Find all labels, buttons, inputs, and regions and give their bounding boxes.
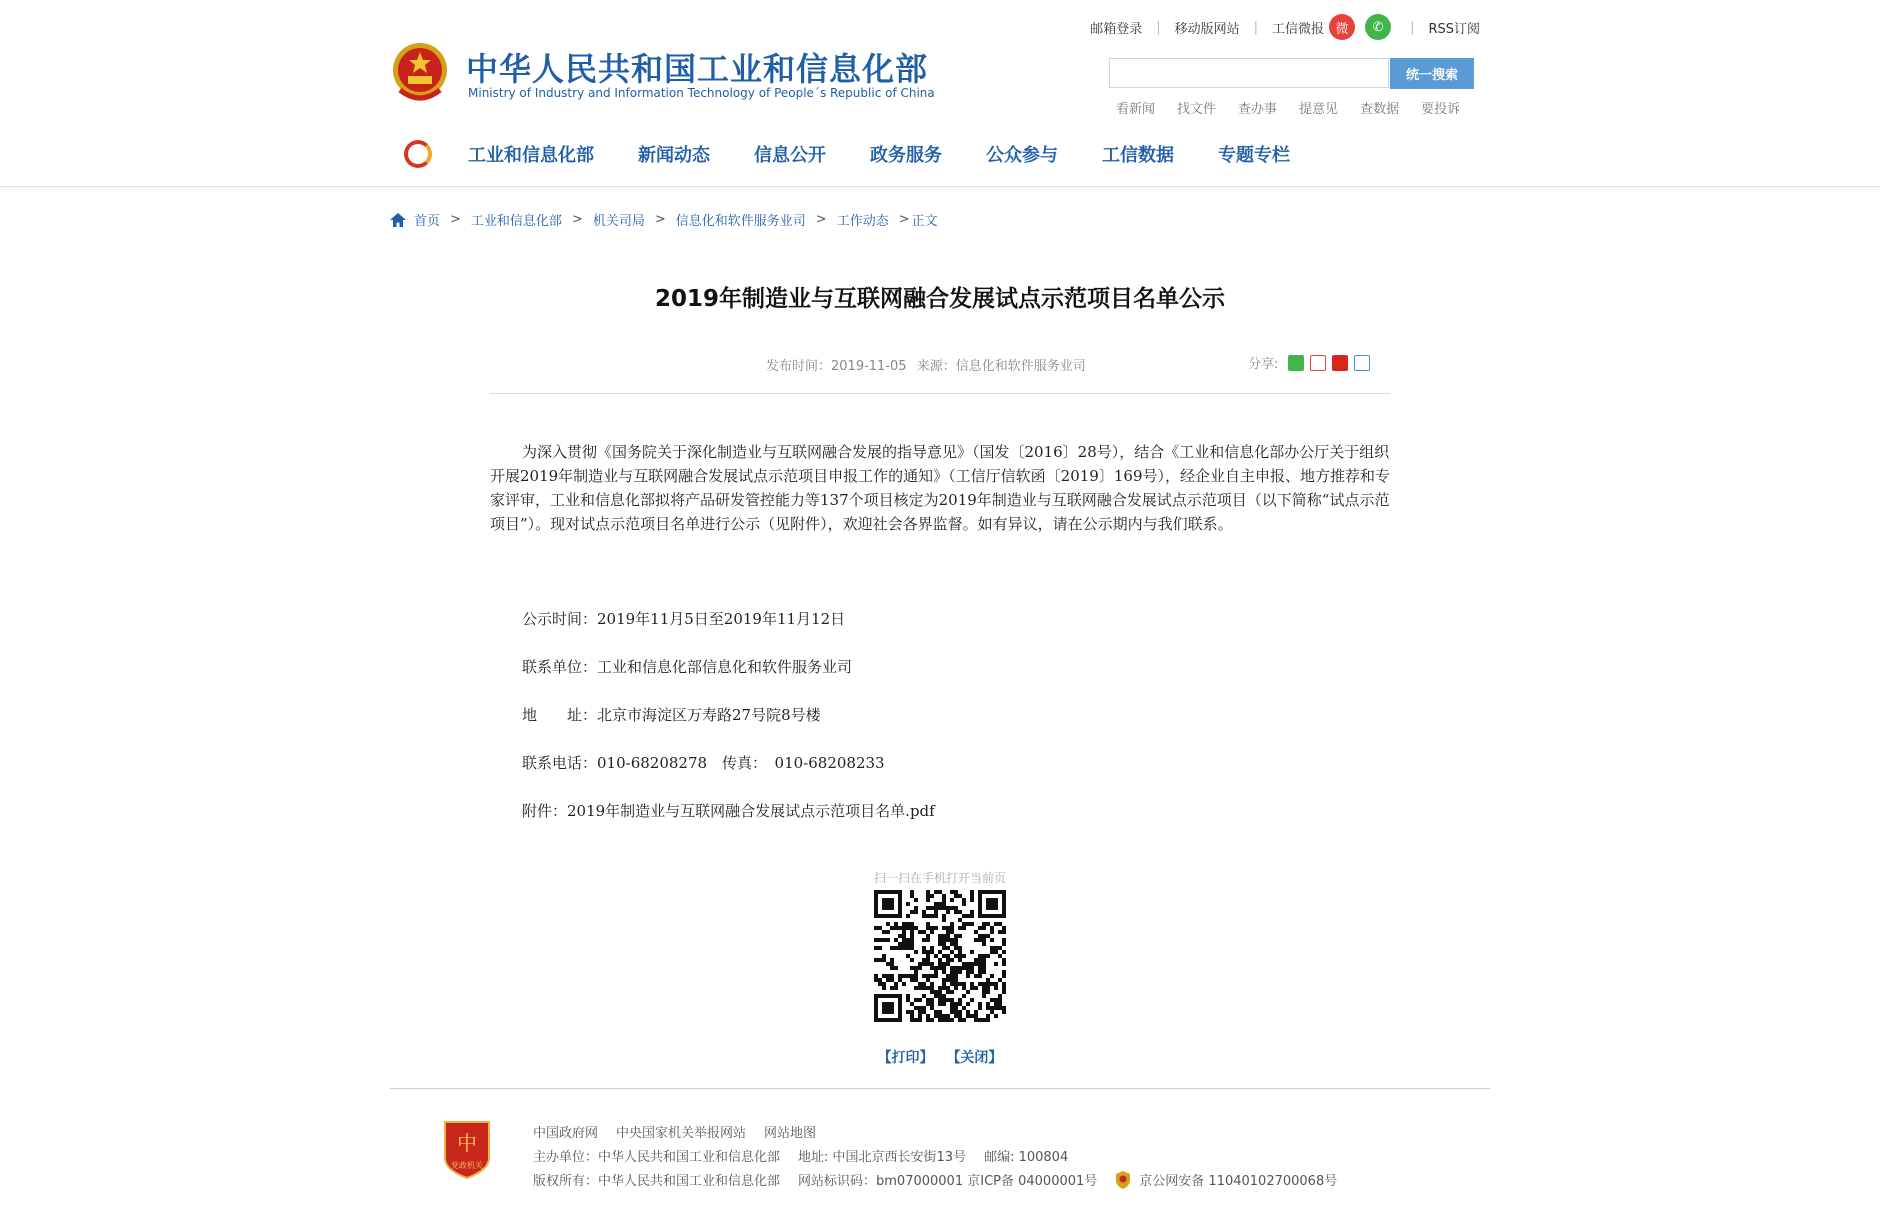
svg-text:中: 中 bbox=[457, 1131, 477, 1155]
police-badge-icon bbox=[1115, 1171, 1131, 1189]
publish-date: 2019-11-05 bbox=[831, 359, 907, 374]
breadcrumb-separator: > bbox=[815, 212, 827, 227]
divider: | bbox=[1156, 19, 1161, 35]
quick-link-data[interactable]: 查数据 bbox=[1360, 102, 1400, 117]
footer-police-record[interactable]: 京公网安备 11040102700068号 bbox=[1139, 1174, 1338, 1189]
footer-copyright: 版权所有：中华人民共和国工业和信息化部 bbox=[533, 1174, 781, 1189]
miit-logo-icon[interactable] bbox=[404, 140, 432, 168]
national-emblem-icon[interactable] bbox=[390, 40, 450, 104]
site-title-cn[interactable]: 中华人民共和国工业和信息化部 bbox=[466, 50, 929, 88]
divider: | bbox=[1410, 19, 1415, 35]
quick-link-news[interactable]: 看新闻 bbox=[1116, 102, 1156, 117]
mobile-site-link[interactable]: 移动版网站 bbox=[1174, 21, 1240, 37]
quick-link-complaint[interactable]: 要投诉 bbox=[1421, 102, 1461, 117]
quick-link-services[interactable]: 查办事 bbox=[1238, 102, 1278, 117]
contact-unit-line: 联系单位：工业和信息化部信息化和软件服务业司 bbox=[522, 658, 853, 676]
share-bar bbox=[1248, 353, 1370, 372]
renren-share-icon[interactable] bbox=[1332, 355, 1348, 371]
breadcrumb-current: 正文 bbox=[911, 214, 938, 229]
breadcrumb-separator: > bbox=[654, 212, 666, 227]
print-button[interactable]: 【打印】 bbox=[877, 1050, 934, 1066]
main-nav bbox=[404, 140, 1334, 168]
footer-link-report[interactable]: 中央国家机关举报网站 bbox=[616, 1126, 747, 1141]
footer-divider bbox=[390, 1088, 1490, 1089]
breadcrumb-department[interactable]: 信息化和软件服务业司 bbox=[675, 214, 806, 229]
wechat-icon[interactable]: ✆ bbox=[1365, 14, 1391, 40]
breadcrumb bbox=[390, 210, 938, 229]
weibo-share-icon[interactable] bbox=[1310, 355, 1326, 371]
source-value: 信息化和软件服务业司 bbox=[955, 359, 1086, 374]
breadcrumb-home[interactable]: 首页 bbox=[414, 214, 441, 229]
breadcrumb-separator: > bbox=[898, 212, 910, 227]
attachment-link[interactable]: 附件：2019年制造业与互联网融合发展试点示范项目名单.pdf bbox=[522, 802, 935, 820]
rss-link[interactable]: RSS订阅 bbox=[1428, 21, 1480, 37]
footer-links bbox=[533, 1122, 816, 1141]
qq-share-icon[interactable] bbox=[1354, 355, 1370, 371]
nav-item-disclosure[interactable]: 信息公开 bbox=[754, 145, 826, 166]
quick-link-feedback[interactable]: 提意见 bbox=[1299, 102, 1339, 117]
svg-text:党政机关: 党政机关 bbox=[451, 1161, 483, 1170]
notice-period-line: 公示时间：2019年11月5日至2019年11月12日 bbox=[522, 610, 846, 628]
footer-link-gov[interactable]: 中国政府网 bbox=[533, 1126, 599, 1141]
nav-item-ministry[interactable]: 工业和信息化部 bbox=[468, 145, 594, 166]
footer-site-id: 网站标识码：bm07000001 京ICP备 04000001号 bbox=[798, 1174, 1098, 1189]
wechat-share-icon[interactable] bbox=[1288, 355, 1304, 371]
article-title: 2019年制造业与互联网融合发展试点示范项目名单公示 bbox=[654, 286, 1225, 312]
search-input[interactable] bbox=[1109, 58, 1389, 88]
unified-search-button[interactable]: 统一搜索 bbox=[1390, 58, 1474, 89]
share-label: 分享: bbox=[1248, 357, 1279, 372]
weibao-link[interactable]: 工信微报 bbox=[1272, 21, 1325, 37]
breadcrumb-separator: > bbox=[450, 212, 461, 227]
nav-item-news[interactable]: 新闻动态 bbox=[638, 145, 710, 166]
qr-caption: 扫一扫在手机打开当前页 bbox=[873, 871, 1006, 885]
breadcrumb-departments[interactable]: 机关司局 bbox=[592, 214, 645, 229]
nav-item-topics[interactable]: 专题专栏 bbox=[1218, 145, 1290, 166]
breadcrumb-ministry[interactable]: 工业和信息化部 bbox=[470, 214, 562, 229]
quick-links bbox=[1116, 98, 1460, 117]
phone-line: 联系电话：010-68208278 传真： 010-68208233 bbox=[522, 754, 885, 772]
quick-link-files[interactable]: 找文件 bbox=[1177, 102, 1217, 117]
article-meta bbox=[766, 355, 1086, 374]
footer-postcode: 邮编: 100804 bbox=[984, 1150, 1069, 1165]
article-actions bbox=[0, 1047, 1880, 1067]
footer-copyright-info bbox=[533, 1170, 1337, 1189]
article-paragraph: 为深入贯彻《国务院关于深化制造业与互联网融合发展的指导意见》（国发〔2016〕28号），结合《工业和信息化部办公厅关于组织开展2019年制造业与互联网融合发展试点示范项目申报工作的通知》（工信厅信软函〔2019〕169号），经企业自主申报、地方推荐和专家评审，工业和信息化部拟将产品研发管控能力等137个项目核定为2019年制造业与互联网融合发展试点示范项目（以下简称“试点示范项目”）。现对试点示范项目名单进行公示（见附件），欢迎社会各界监督。如有异议，请在公示期内与我们联系。 bbox=[490, 443, 1390, 533]
divider: | bbox=[1253, 19, 1259, 35]
footer-link-sitemap[interactable]: 网站地图 bbox=[764, 1126, 817, 1141]
article-body bbox=[490, 440, 1390, 536]
close-button[interactable]: 【关闭】 bbox=[946, 1050, 1003, 1066]
top-links bbox=[1090, 14, 1480, 40]
title-divider bbox=[490, 393, 1390, 394]
address-line: 地 址：北京市海淀区万寿路27号院8号楼 bbox=[522, 706, 821, 724]
footer-host: 主办单位：中华人民共和国工业和信息化部 bbox=[533, 1150, 781, 1165]
site-header bbox=[0, 0, 1880, 187]
party-government-badge-icon[interactable] bbox=[441, 1118, 493, 1180]
mailbox-login-link[interactable]: 邮箱登录 bbox=[1090, 21, 1143, 37]
nav-item-data[interactable]: 工信数据 bbox=[1102, 145, 1174, 166]
nav-item-participation[interactable]: 公众参与 bbox=[986, 145, 1058, 166]
qr-code bbox=[874, 890, 1006, 1022]
publish-label: 发布时间： bbox=[766, 359, 832, 374]
weibo-icon[interactable]: 微 bbox=[1329, 14, 1355, 40]
home-icon bbox=[390, 213, 406, 227]
breadcrumb-separator: > bbox=[571, 212, 583, 227]
source-label: 来源： bbox=[916, 359, 956, 374]
breadcrumb-work-news[interactable]: 工作动态 bbox=[836, 214, 889, 229]
site-title-en[interactable]: Ministry of Industry and Information Technology of People´s Republic of China bbox=[468, 86, 935, 100]
footer-host-info bbox=[533, 1146, 1068, 1165]
footer-address: 地址: 中国北京西长安街13号 bbox=[798, 1150, 967, 1165]
nav-item-services[interactable]: 政务服务 bbox=[870, 145, 942, 166]
